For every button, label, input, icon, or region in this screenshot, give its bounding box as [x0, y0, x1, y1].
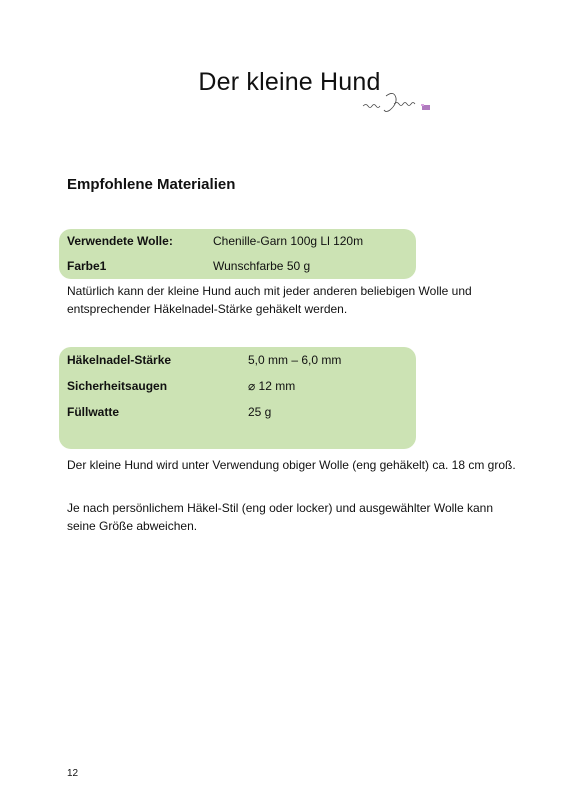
yarn-note-paragraph: Natürlich kann der kleine Hund auch mit jeder anderen beliebigen Wolle und entsprechender Häkelnadel-Stärke gehäkelt werden. — [67, 284, 472, 316]
color-value: Wunschfarbe 50 g — [213, 259, 311, 273]
safety-eyes-label: Sicherheitsaugen — [67, 379, 168, 393]
stuffing-value: 25 g — [248, 405, 272, 419]
tools-info-box — [59, 347, 416, 449]
signature-logo — [360, 88, 434, 116]
yarn-label: Verwendete Wolle: — [67, 234, 173, 248]
color-label: Farbe1 — [67, 259, 107, 273]
yarn-info-box — [59, 229, 416, 279]
section-heading: Empfohlene Materialien — [67, 176, 236, 193]
yarn-value: Chenille-Garn 100g Ll 120m — [213, 234, 364, 248]
stuffing-label: Füllwatte — [67, 405, 120, 419]
page-title: Der kleine Hund — [198, 68, 381, 96]
page-number: 12 — [67, 768, 79, 779]
size-paragraph: Der kleine Hund wird unter Verwendung obiger Wolle (eng gehäkelt) ca. 18 cm groß. — [67, 458, 516, 472]
safety-eyes-value: ⌀ 12 mm — [248, 379, 296, 393]
size-variation-paragraph: Je nach persönlichem Häkel-Stil (eng oder locker) und ausgewählter Wolle kann seine Größe abweichen. — [67, 501, 493, 533]
hook-size-value: 5,0 mm – 6,0 mm — [248, 353, 342, 367]
hook-size-label: Häkelnadel-Stärke — [67, 353, 172, 367]
